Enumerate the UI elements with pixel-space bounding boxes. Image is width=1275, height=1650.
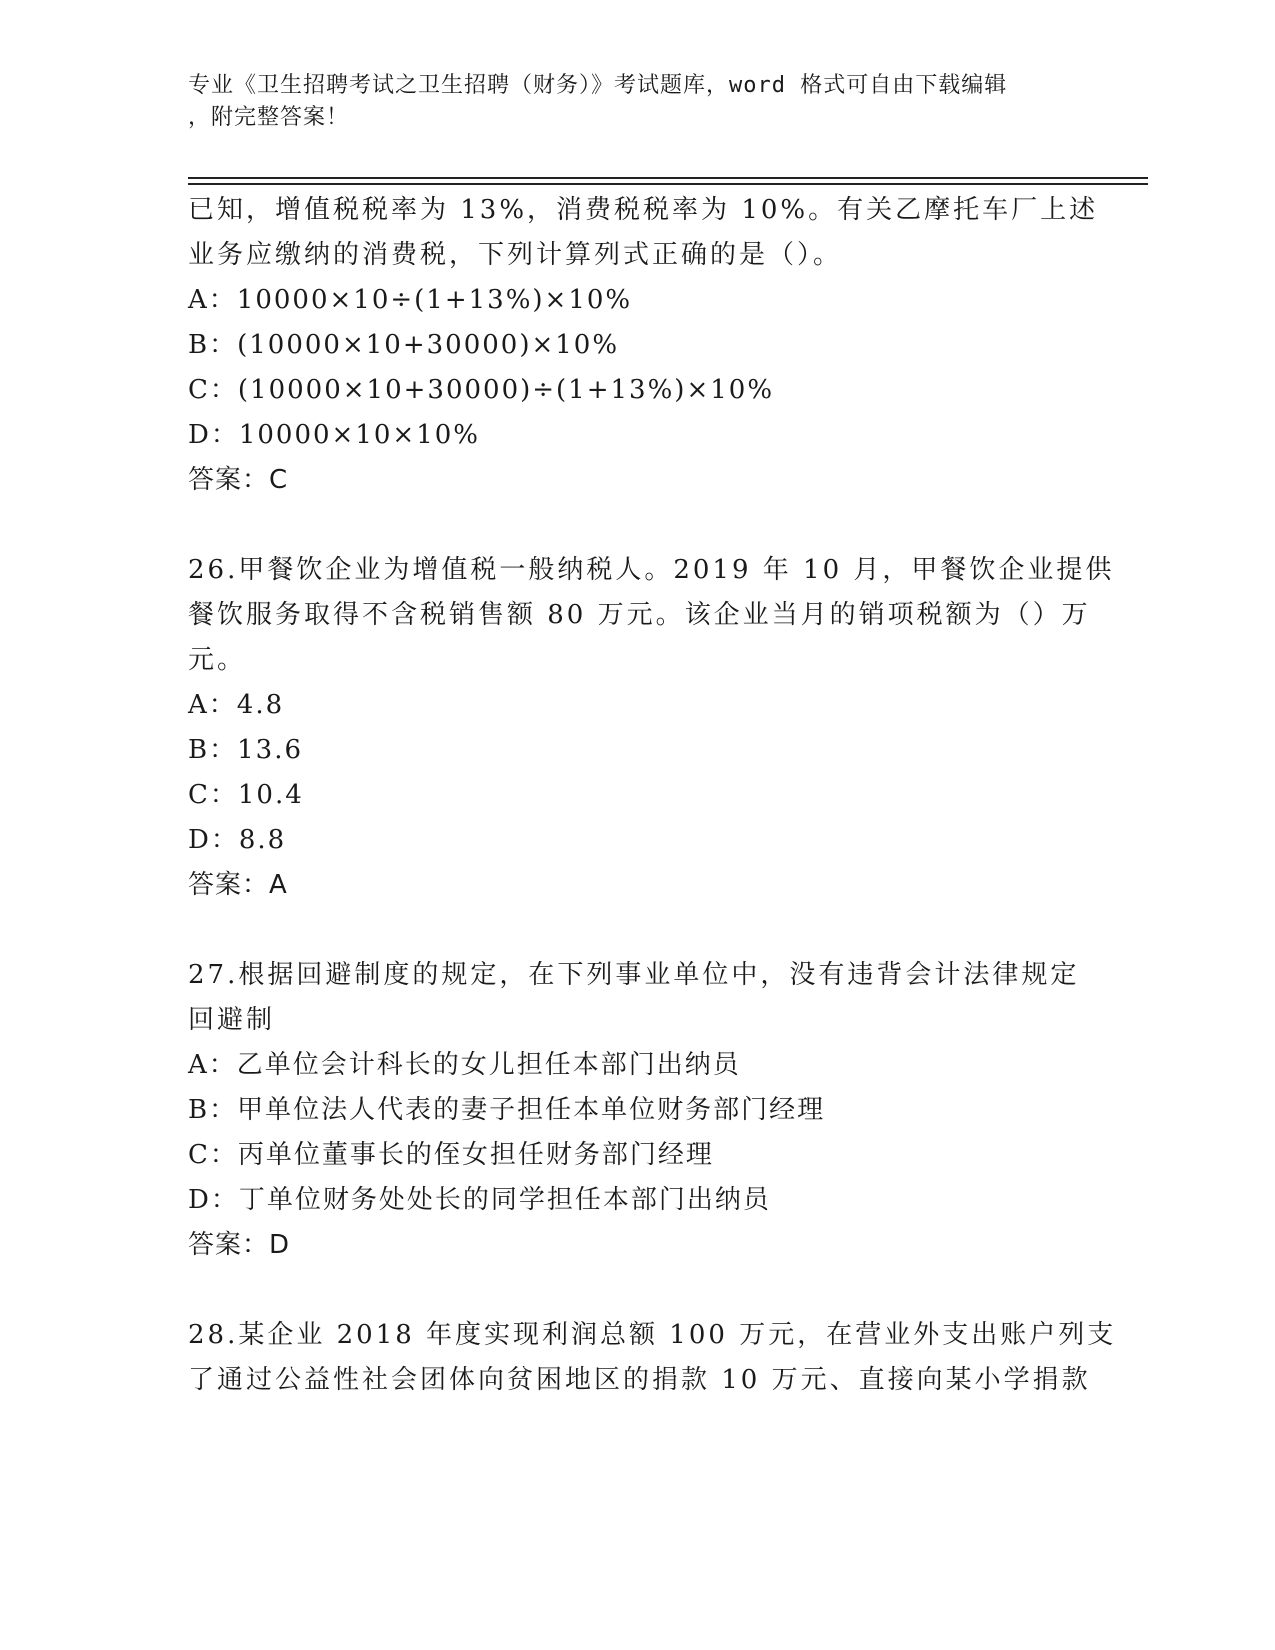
option-d: D：8.8: [188, 825, 287, 855]
option-d: D：丁单位财务处处长的同学担任本部门出纳员: [188, 1185, 771, 1215]
question-list: [188, 188, 1117, 1403]
question-stem-line: 餐饮服务取得不含税销售额 80 万元。该企业当月的销项税额为（）万: [188, 600, 1091, 630]
option-a: A：乙单位会计科长的女儿担任本部门出纳员: [188, 1050, 741, 1080]
question-stem-line: 回避制: [188, 1005, 276, 1035]
option-d: D：10000×10×10%: [188, 420, 480, 450]
question-stem-line: 已知，增值税税率为 13%，消费税税率为 10%。有关乙摩托车厂上述: [188, 195, 1099, 225]
header-line-2: ，附完整答案！: [188, 105, 350, 130]
option-a: A：10000×10÷(1+13%)×10%: [188, 285, 633, 315]
question-27: [188, 953, 1078, 1268]
header-rule-top: [188, 177, 1148, 179]
option-c: C：丙单位董事长的侄女担任财务部门经理: [188, 1140, 714, 1170]
option-b: B：13.6: [188, 735, 303, 765]
question-stem-line: 元。: [188, 645, 247, 675]
question-28: [188, 1313, 1117, 1403]
spacer: [188, 503, 1078, 548]
question-stem-line: 27.根据回避制度的规定，在下列事业单位中，没有违背会计法律规定: [188, 960, 1080, 990]
answer-line: 答案：D: [188, 1230, 291, 1260]
page-header: [188, 70, 1078, 134]
question-stem-line: 26.甲餐饮企业为增值税一般纳税人。2019 年 10 月，甲餐饮企业提供: [188, 555, 1115, 585]
option-a: A：4.8: [188, 690, 285, 720]
option-b: B：(10000×10+30000)×10%: [188, 330, 620, 360]
question-26: [188, 548, 1115, 908]
option-c: C：10.4: [188, 780, 304, 810]
answer-line: 答案：A: [188, 870, 288, 900]
question-stem-line: 28.某企业 2018 年度实现利润总额 100 万元，在营业外支出账户列支: [188, 1320, 1117, 1350]
question-stem-line: 业务应缴纳的消费税，下列计算列式正确的是（）。: [188, 240, 843, 270]
answer-line: 答案：C: [188, 465, 289, 495]
option-c: C：(10000×10+30000)÷(1+13%)×10%: [188, 375, 775, 405]
question-stem-line: 了通过公益性社会团体向贫困地区的捐款 10 万元、直接向某小学捐款: [188, 1365, 1091, 1395]
question-25: [188, 188, 1099, 503]
header-line-1: 专业《卫生招聘考试之卫生招聘（财务）》考试题库，word 格式可自由下载编辑: [188, 73, 1008, 98]
spacer: [188, 1268, 1078, 1313]
spacer: [188, 908, 1078, 953]
header-rule-bottom: [188, 183, 1148, 185]
option-b: B：甲单位法人代表的妻子担任本单位财务部门经理: [188, 1095, 826, 1125]
